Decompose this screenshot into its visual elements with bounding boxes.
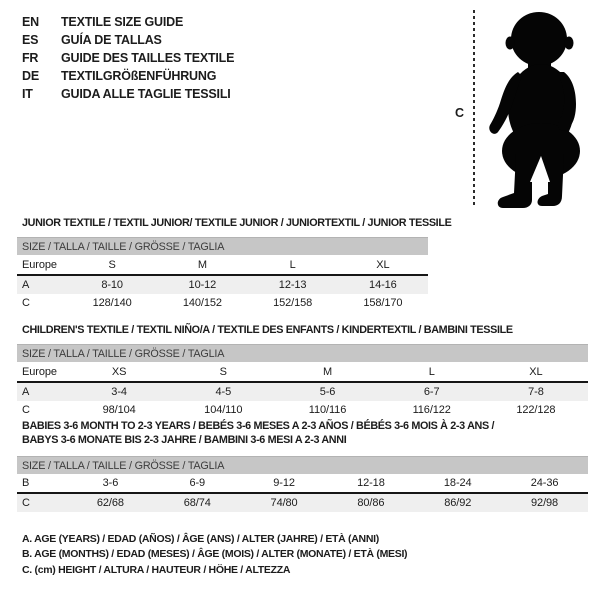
- size-header: XL: [376, 258, 390, 271]
- language-code: ES: [22, 33, 39, 47]
- height-measure-label: C: [455, 106, 465, 120]
- size-header: S: [219, 365, 227, 378]
- table-cell: 18-24: [443, 477, 472, 489]
- size-header: XS: [111, 365, 127, 378]
- row-label: B: [22, 477, 30, 489]
- row-label: C: [22, 297, 30, 309]
- table-cell: 122/128: [516, 404, 556, 416]
- size-header: S: [108, 258, 116, 271]
- table-cell: 8-10: [101, 279, 123, 291]
- baby-toddler-silhouette-icon: [486, 6, 596, 211]
- height-measure-dotted-line: [473, 10, 475, 208]
- language-title: GUIDE DES TAILLES TEXTILE: [61, 51, 235, 65]
- table-cell: 68/74: [183, 497, 211, 509]
- row-label: A: [22, 279, 30, 291]
- language-code: IT: [22, 87, 33, 101]
- table-cell: 74/80: [270, 497, 298, 509]
- language-row-it: [22, 85, 234, 103]
- table-cell: 116/122: [412, 404, 451, 416]
- row-label: C: [22, 497, 30, 509]
- table-row-a: [17, 276, 428, 294]
- region-header: Europe: [22, 258, 57, 271]
- table-row-a: [17, 383, 588, 401]
- table-cell: 4-5: [215, 386, 232, 398]
- region-header: Europe: [22, 365, 57, 378]
- junior-size-table: [17, 237, 428, 312]
- note-height-cm: C. (cm) HEIGHT / ALTURA / HAUTEUR / HÖHE / ALTEZZA: [22, 563, 291, 576]
- table-cell: 86/92: [444, 497, 472, 509]
- children-size-table: [17, 344, 588, 419]
- size-header: L: [289, 258, 296, 271]
- table-cell: 104/110: [204, 404, 243, 416]
- note-age-years: A. AGE (YEARS) / EDAD (AÑOS) / ÂGE (ANS) / ALTER (JAHRE) / ETÀ (ANNI): [22, 532, 379, 545]
- table-cell: 9-12: [273, 477, 295, 489]
- table-cell: 98/104: [102, 404, 136, 416]
- language-title: GUIDA ALLE TAGLIE TESSILI: [61, 87, 231, 101]
- table-cell: 140/152: [182, 297, 222, 309]
- table-cell: 80/86: [357, 497, 385, 509]
- table-row-c: [17, 294, 428, 312]
- row-label: C: [22, 404, 30, 416]
- table-cell: 152/158: [273, 297, 313, 309]
- table-cell: 3-6: [102, 477, 119, 489]
- table-cell: 12-13: [278, 279, 307, 291]
- babies-size-table: [17, 456, 588, 512]
- language-list: [22, 13, 234, 103]
- language-title: TEXTILGRÖßENFÜHRUNG: [61, 69, 217, 83]
- junior-section-title: JUNIOR TEXTILE / TEXTIL JUNIOR/ TEXTILE JUNIOR / JUNIORTEXTIL / JUNIOR TESSILE: [22, 217, 452, 229]
- size-header: M: [322, 365, 333, 378]
- size-header: L: [428, 365, 435, 378]
- size-bar: SIZE / TALLA / TAILLE / GRÖSSE / TAGLIA: [17, 344, 588, 362]
- children-section-title: CHILDREN'S TEXTILE / TEXTIL NIÑO/A / TEXTILE DES ENFANTS / KINDERTEXTIL / BAMBINI TESSILE: [22, 324, 513, 336]
- language-row-de: [22, 67, 234, 85]
- table-cell: 6-7: [423, 386, 440, 398]
- table-row-c: [17, 401, 588, 419]
- table-cell: 110/116: [308, 404, 347, 416]
- table-cell: 3-4: [111, 386, 127, 398]
- size-header: M: [197, 258, 207, 271]
- language-title: TEXTILE SIZE GUIDE: [61, 15, 184, 29]
- table-cell: 6-9: [189, 477, 206, 489]
- table-cell: 24-36: [530, 477, 559, 489]
- table-cell: 128/140: [92, 297, 132, 309]
- babies-title-line-2: BABYS 3-6 MONATE BIS 2-3 JAHRE / BAMBINI 3-6 MESI A 2-3 ANNI: [22, 434, 347, 446]
- language-title: GUÍA DE TALLAS: [61, 33, 162, 47]
- babies-title-line-1: BABIES 3-6 MONTH TO 2-3 YEARS / BEBÉS 3-6 MESES A 2-3 AÑOS / BÉBÉS 3-6 MOIS À 2-3 ANS /: [22, 420, 495, 432]
- row-label: A: [22, 386, 30, 398]
- table-cell: 12-18: [357, 477, 385, 489]
- language-row-es: [22, 31, 234, 49]
- table-header-row: [17, 362, 588, 381]
- table-cell: 5-6: [319, 386, 336, 398]
- language-row-en: [22, 13, 234, 31]
- table-row-b: [17, 474, 588, 492]
- note-age-months: B. AGE (MONTHS) / EDAD (MESES) / ÂGE (MOIS) / ALTER (MONATE) / ETÀ (MESI): [22, 548, 408, 561]
- table-cell: 7-8: [528, 386, 544, 398]
- babies-section-title: [22, 419, 494, 447]
- size-bar: SIZE / TALLA / TAILLE / GRÖSSE / TAGLIA: [17, 237, 428, 255]
- table-cell: 92/98: [531, 497, 559, 509]
- language-row-fr: [22, 49, 234, 67]
- table-cell: 10-12: [188, 279, 217, 291]
- legend-notes: [22, 531, 407, 578]
- table-header-row: [17, 255, 428, 274]
- language-code: FR: [22, 51, 39, 65]
- size-header: XL: [529, 365, 543, 378]
- table-cell: 158/170: [363, 297, 403, 309]
- language-code: DE: [22, 69, 39, 83]
- size-bar: SIZE / TALLA / TAILLE / GRÖSSE / TAGLIA: [17, 456, 588, 474]
- table-cell: 14-16: [369, 279, 397, 291]
- table-row-c: [17, 494, 588, 512]
- language-code: EN: [22, 15, 39, 29]
- table-cell: 62/68: [96, 497, 124, 509]
